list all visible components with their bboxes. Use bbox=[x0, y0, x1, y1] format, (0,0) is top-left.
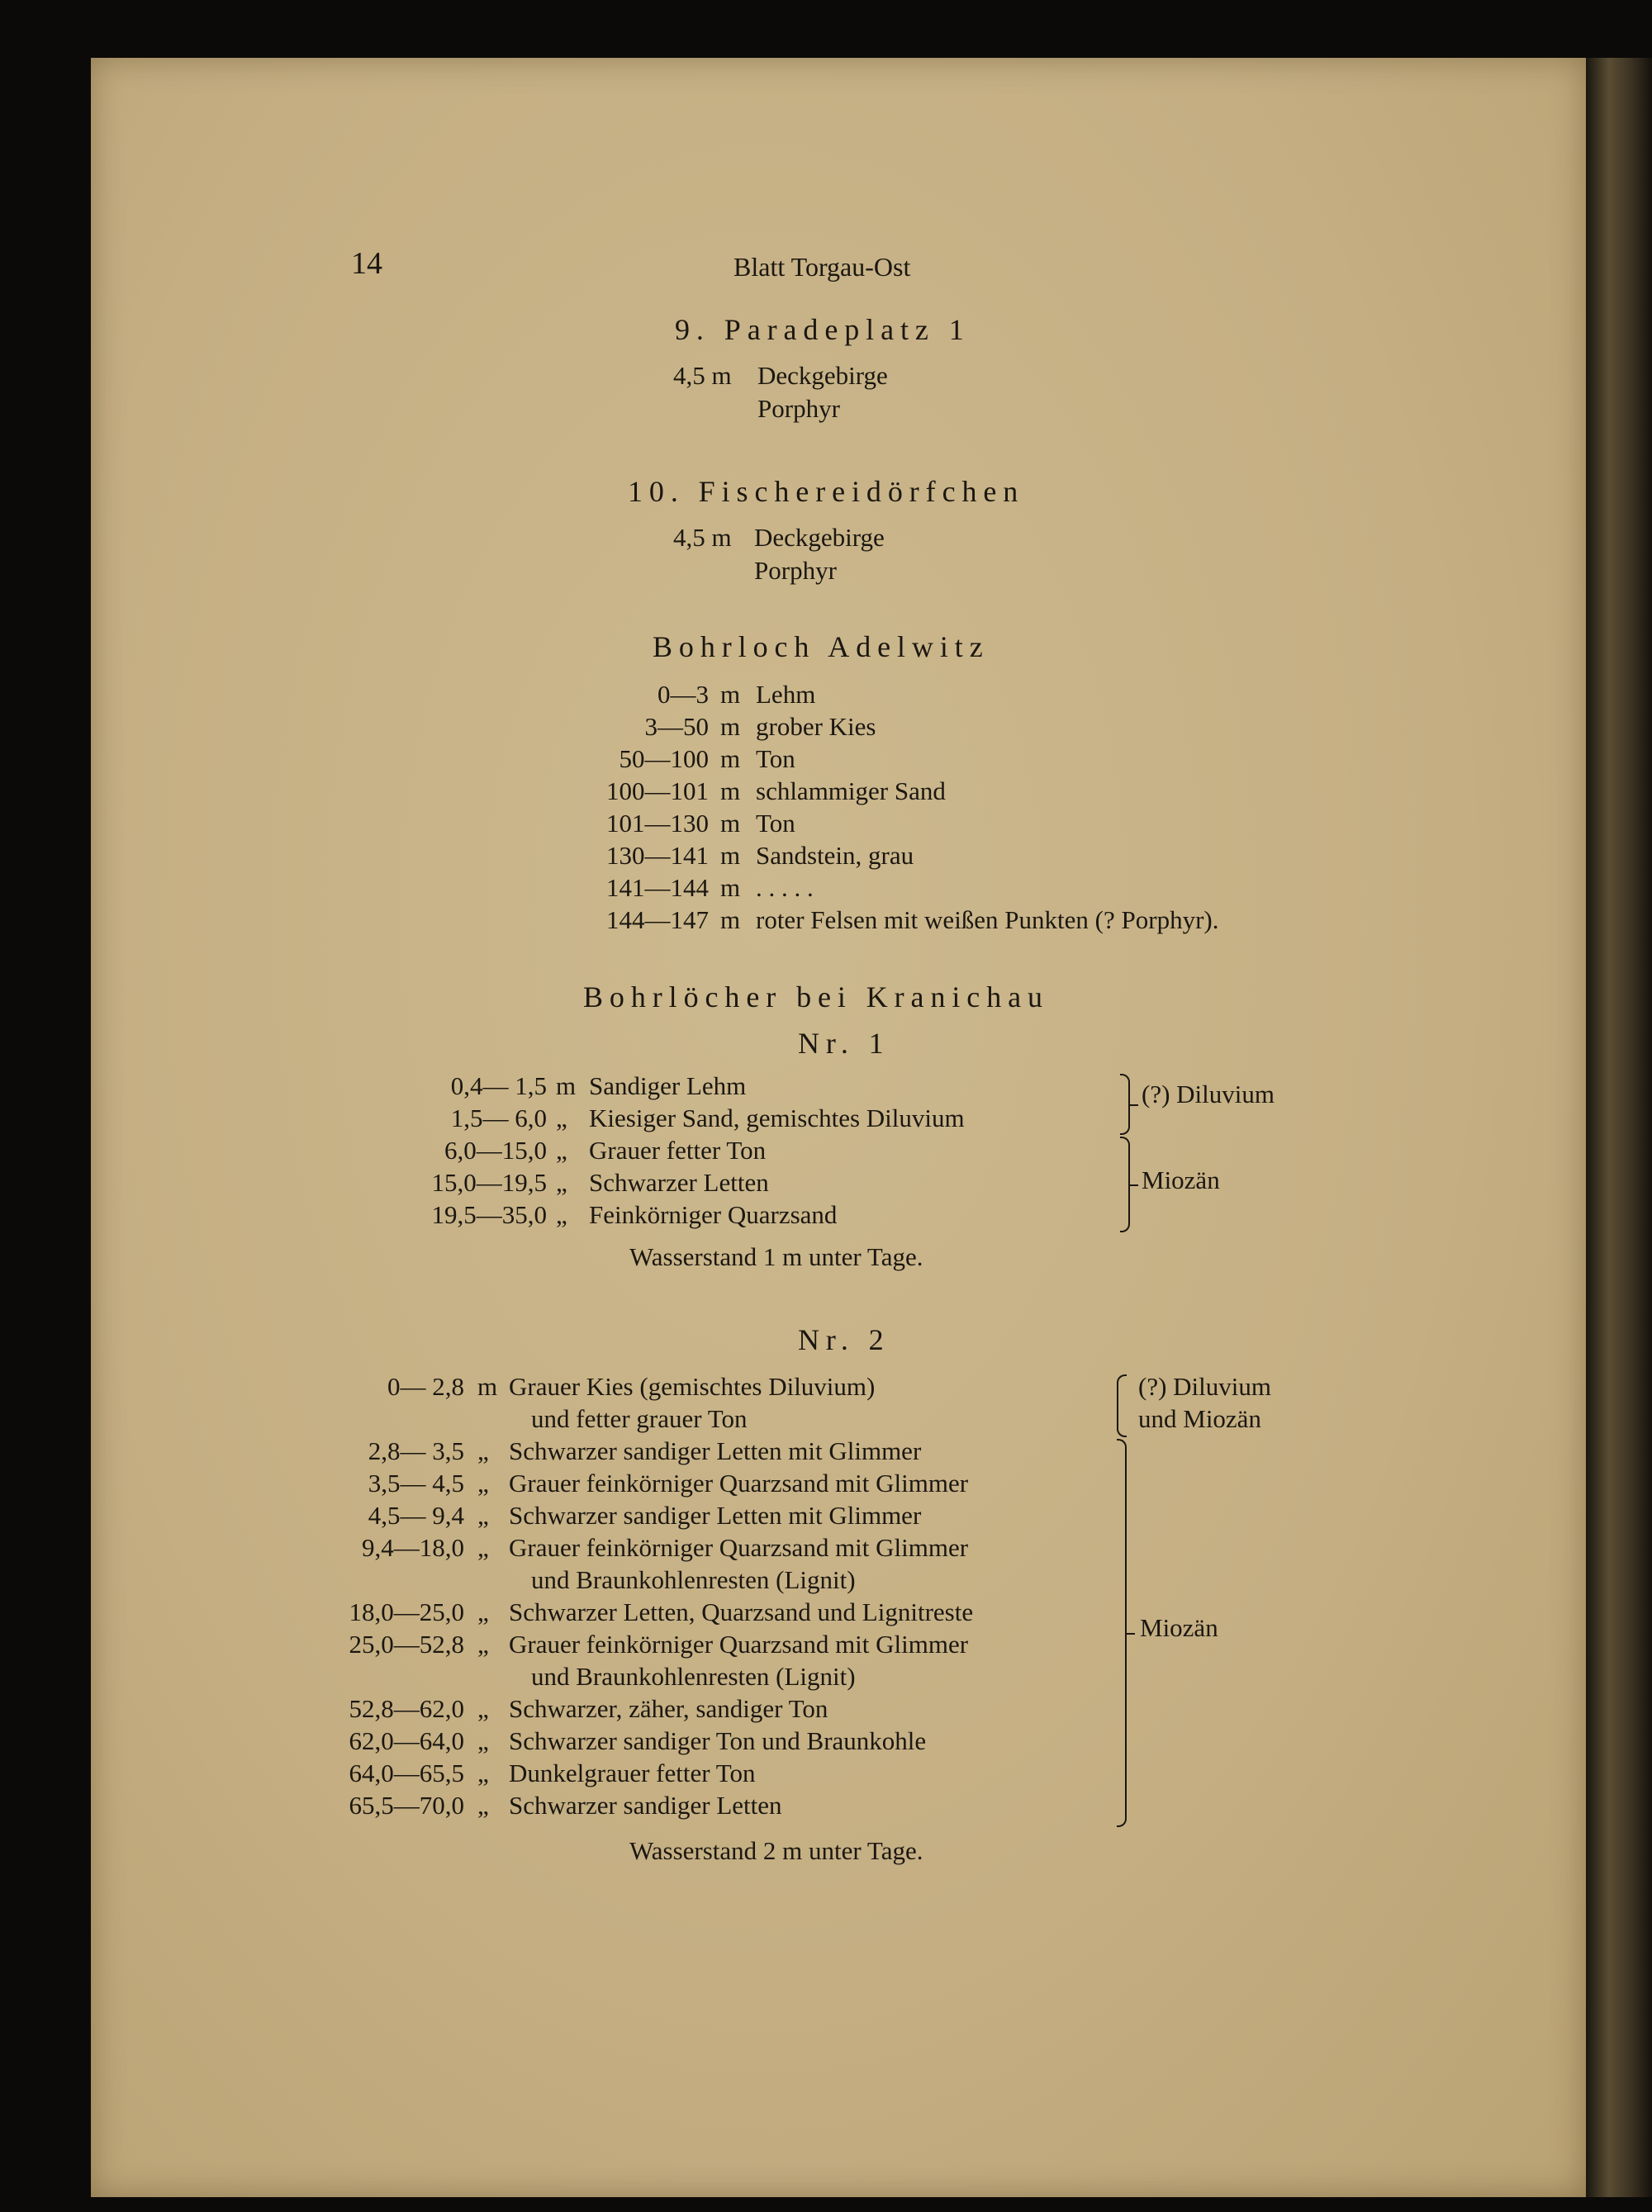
nr2-depth: 25,0—52,8 bbox=[349, 1630, 464, 1659]
adelwitz-desc: schlammiger Sand bbox=[756, 776, 946, 805]
adelwitz-unit: m bbox=[720, 809, 741, 838]
nr2-title: Nr. 2 bbox=[798, 1323, 890, 1356]
adelwitz-depth: 130—141 bbox=[606, 841, 709, 870]
s10-depth: 4,5 m bbox=[673, 523, 732, 552]
nr2-depth: 52,8—62,0 bbox=[349, 1694, 464, 1723]
nr2-depth: 9,4—18,0 bbox=[362, 1533, 464, 1562]
nr2-unit: m bbox=[477, 1372, 498, 1401]
adelwitz-depth: 101—130 bbox=[606, 809, 709, 838]
adelwitz-unit: m bbox=[720, 873, 741, 902]
nr1-miozaen-brace bbox=[1120, 1137, 1130, 1232]
nr1-water-level: Wasserstand 1 m unter Tage. bbox=[629, 1242, 923, 1271]
nr1-depth: 1,5— 6,0 bbox=[450, 1104, 547, 1132]
nr2-desc: und fetter grauer Ton bbox=[531, 1404, 748, 1433]
nr2-desc: Dunkelgrauer fetter Ton bbox=[509, 1759, 756, 1787]
nr2-unit: „ bbox=[477, 1694, 489, 1723]
nr2-unit: „ bbox=[477, 1533, 489, 1562]
section-10-title: 10. Fischereidörfchen bbox=[628, 475, 1025, 508]
nr1-desc: Schwarzer Letten bbox=[589, 1168, 769, 1197]
book-spine bbox=[1586, 58, 1652, 2197]
nr2-desc: Schwarzer Letten, Quarzsand und Lignitreste bbox=[509, 1597, 974, 1626]
nr2-unit: „ bbox=[477, 1791, 489, 1820]
nr2-depth: 18,0—25,0 bbox=[349, 1597, 464, 1626]
kranichau-title: Bohrlöcher bei Kranichau bbox=[583, 980, 1049, 1013]
nr2-desc: Schwarzer, zäher, sandiger Ton bbox=[509, 1694, 828, 1723]
nr2-depth: 3,5— 4,5 bbox=[368, 1469, 464, 1498]
nr1-title: Nr. 1 bbox=[798, 1027, 890, 1060]
nr2-desc: Schwarzer sandiger Letten mit Glimmer bbox=[509, 1501, 922, 1530]
nr2-desc: Grauer feinkörniger Quarzsand mit Glimmer bbox=[509, 1469, 969, 1498]
nr2-diluvium-label-1: (?) Diluvium bbox=[1138, 1372, 1271, 1401]
nr1-desc: Sandiger Lehm bbox=[589, 1071, 747, 1100]
nr2-desc: Grauer feinkörniger Quarzsand mit Glimmer bbox=[509, 1533, 969, 1562]
adelwitz-desc: Ton bbox=[756, 744, 795, 773]
nr2-depth: 65,5—70,0 bbox=[349, 1791, 464, 1820]
nr1-diluvium-label: (?) Diluvium bbox=[1142, 1080, 1275, 1108]
nr1-depth: 15,0—19,5 bbox=[431, 1168, 547, 1197]
nr1-desc: Kiesiger Sand, gemischtes Diluvium bbox=[589, 1104, 965, 1132]
s9-porphyr: Porphyr bbox=[757, 394, 840, 423]
nr2-unit: „ bbox=[477, 1597, 489, 1626]
adelwitz-desc: grober Kies bbox=[756, 712, 876, 741]
s10-deckgebirge: Deckgebirge bbox=[754, 523, 885, 552]
nr1-unit: m bbox=[556, 1071, 577, 1100]
adelwitz-depth: 3—50 bbox=[644, 712, 709, 741]
nr2-desc: und Braunkohlenresten (Lignit) bbox=[531, 1565, 856, 1594]
nr2-unit: „ bbox=[477, 1630, 489, 1659]
nr1-unit: „ bbox=[556, 1136, 567, 1165]
nr2-depth: 62,0—64,0 bbox=[349, 1726, 464, 1755]
adelwitz-desc: . . . . . bbox=[756, 873, 814, 902]
adelwitz-depth: 141—144 bbox=[606, 873, 709, 902]
nr2-desc: Grauer feinkörniger Quarzsand mit Glimmer bbox=[509, 1630, 969, 1659]
nr1-unit: „ bbox=[556, 1104, 567, 1132]
adelwitz-unit: m bbox=[720, 841, 741, 870]
adelwitz-desc: Ton bbox=[756, 809, 795, 838]
nr2-miozaen-label: Miozän bbox=[1140, 1613, 1218, 1642]
nr2-diluvium-label-2: und Miozän bbox=[1138, 1404, 1261, 1433]
nr1-depth: 19,5—35,0 bbox=[431, 1200, 547, 1229]
nr2-desc: Grauer Kies (gemischtes Diluvium) bbox=[509, 1372, 876, 1401]
adelwitz-desc: Sandstein, grau bbox=[756, 841, 914, 870]
nr2-depth: 2,8— 3,5 bbox=[368, 1436, 464, 1465]
nr1-depth: 0,4— 1,5 bbox=[450, 1071, 547, 1100]
adelwitz-desc: roter Felsen mit weißen Punkten (? Porphyr). bbox=[756, 905, 1219, 934]
nr1-depth: 6,0—15,0 bbox=[444, 1136, 547, 1165]
adelwitz-depth: 50—100 bbox=[619, 744, 709, 773]
nr1-unit: „ bbox=[556, 1200, 567, 1229]
adelwitz-unit: m bbox=[720, 712, 741, 741]
page-number: 14 bbox=[351, 246, 382, 281]
nr2-unit: „ bbox=[477, 1469, 489, 1498]
nr1-desc: Grauer fetter Ton bbox=[589, 1136, 767, 1165]
nr2-unit: „ bbox=[477, 1759, 489, 1787]
s10-porphyr: Porphyr bbox=[754, 556, 837, 585]
s9-depth: 4,5 m bbox=[673, 361, 732, 390]
nr2-unit: „ bbox=[477, 1501, 489, 1530]
nr2-depth: 0— 2,8 bbox=[387, 1372, 464, 1401]
running-title: Blatt Torgau-Ost bbox=[733, 252, 911, 282]
adelwitz-unit: m bbox=[720, 744, 741, 773]
adelwitz-depth: 100—101 bbox=[606, 776, 709, 805]
adelwitz-unit: m bbox=[720, 905, 741, 934]
nr1-desc: Feinkörniger Quarzsand bbox=[589, 1200, 838, 1229]
nr2-unit: „ bbox=[477, 1436, 489, 1465]
s9-deckgebirge: Deckgebirge bbox=[757, 361, 888, 390]
nr1-unit: „ bbox=[556, 1168, 567, 1197]
nr2-depth: 4,5— 9,4 bbox=[368, 1501, 464, 1530]
nr1-miozaen-label: Miozän bbox=[1142, 1165, 1220, 1194]
section-9-title: 9. Paradeplatz 1 bbox=[675, 313, 971, 346]
nr2-miozaen-brace bbox=[1117, 1439, 1127, 1827]
adelwitz-depth: 0—3 bbox=[657, 680, 709, 709]
nr2-unit: „ bbox=[477, 1726, 489, 1755]
adelwitz-unit: m bbox=[720, 680, 741, 709]
nr2-desc: Schwarzer sandiger Letten bbox=[509, 1791, 782, 1820]
adelwitz-unit: m bbox=[720, 776, 741, 805]
nr2-desc: Schwarzer sandiger Letten mit Glimmer bbox=[509, 1436, 922, 1465]
nr2-desc: und Braunkohlenresten (Lignit) bbox=[531, 1662, 856, 1691]
nr2-depth: 64,0—65,5 bbox=[349, 1759, 464, 1787]
adelwitz-depth: 144—147 bbox=[606, 905, 709, 934]
adelwitz-desc: Lehm bbox=[756, 680, 816, 709]
nr2-water-level: Wasserstand 2 m unter Tage. bbox=[629, 1836, 923, 1865]
adelwitz-title: Bohrloch Adelwitz bbox=[653, 630, 990, 663]
nr2-desc: Schwarzer sandiger Ton und Braunkohle bbox=[509, 1726, 927, 1755]
nr2-diluvium-brace bbox=[1117, 1374, 1127, 1437]
nr1-diluvium-brace bbox=[1120, 1074, 1130, 1135]
